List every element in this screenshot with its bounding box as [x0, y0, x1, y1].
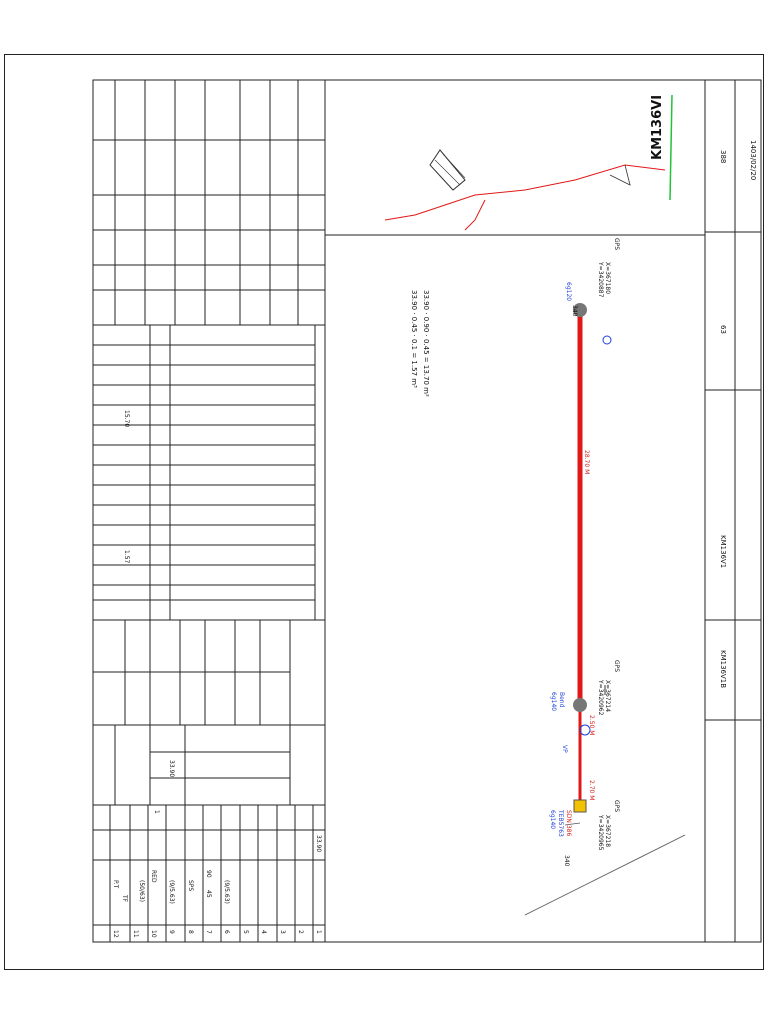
start-code: 6g120	[565, 282, 572, 302]
material-code-6: (9/5.63)	[223, 880, 230, 904]
material-code-2: SPS	[187, 880, 194, 892]
material-code-5: (50/63)	[138, 880, 145, 902]
material-row-no-11: 11	[132, 930, 139, 938]
material-row-no-4: 4	[260, 930, 267, 934]
dim-340-b: 340	[563, 855, 570, 867]
material-qty-1: 33.90	[315, 835, 322, 853]
material-row-no-7: 7	[205, 930, 212, 934]
header-page-no: 63	[719, 325, 727, 334]
material-row-no-5: 5	[242, 930, 249, 934]
header-route-code-2: KM136V1B	[719, 650, 727, 689]
end-y: Y=3420965	[597, 815, 604, 851]
material-row-no-8: 8	[187, 930, 194, 934]
end-gps-label: GPS	[613, 800, 620, 813]
end-code: SDN 386	[565, 810, 572, 837]
material-code-4: 90	[205, 870, 212, 878]
header-date: 1403/02/20	[749, 140, 757, 181]
material-code-3: 45	[205, 890, 212, 898]
bend-y: Y=3420962	[597, 680, 604, 716]
bend-code: Bend	[558, 692, 565, 708]
material-row-no-3: 3	[279, 930, 286, 934]
work-item-qty-11: 1.57	[123, 550, 130, 564]
bend-gps-label: GPS	[613, 660, 620, 673]
material-code-8: P.T	[112, 880, 119, 889]
start-x: X=367180	[604, 262, 611, 295]
segment-1-length: 28.70 M	[583, 450, 590, 475]
start-y: Y=3420887	[597, 262, 604, 298]
header-permit-no: 388	[719, 150, 727, 164]
material-row-no-2: 2	[297, 930, 304, 934]
start-gps-label: GPS	[613, 238, 620, 251]
dim-340-a: 340	[571, 305, 578, 317]
material-code-1: (9/5.63)	[168, 880, 175, 904]
map-sketch	[325, 80, 705, 235]
end-code-2: TEB5763	[557, 810, 564, 837]
material-label-10: RED	[150, 870, 157, 883]
material-qty-8: 1	[153, 810, 160, 814]
segment-3-length: 2.70 M	[588, 780, 595, 801]
work-item-qty-1: 15.70	[123, 410, 130, 428]
segment-2-length: 2.50 M	[588, 715, 595, 736]
material-code-7: TF	[121, 895, 128, 903]
material-row-no-9: 9	[168, 930, 175, 934]
node-label: VP	[561, 745, 568, 753]
bend-code-2: 6g140	[550, 692, 557, 712]
map-route-label: KM136VI	[650, 94, 665, 160]
header-route-id: KM136V1	[719, 535, 727, 569]
calc-line-2: 33.90 · 0.45 · 0.1 = 1.57 m³	[410, 290, 418, 388]
material-row-no-10: 10	[150, 930, 157, 938]
calc-line-1: 33.90 · 0.90 · 0.45 = 13.70 m²	[422, 290, 430, 397]
end-x: X=367218	[604, 815, 611, 848]
route-drawing	[325, 235, 705, 942]
material-row-no-6: 6	[223, 930, 230, 934]
material-row-no-12: 12	[112, 930, 119, 938]
bend-x: X=367214	[604, 680, 611, 713]
left-strip-value-a: 33.90	[168, 760, 175, 778]
material-row-no-1: 1	[315, 930, 322, 934]
end-code-3: 6g140	[549, 810, 556, 830]
